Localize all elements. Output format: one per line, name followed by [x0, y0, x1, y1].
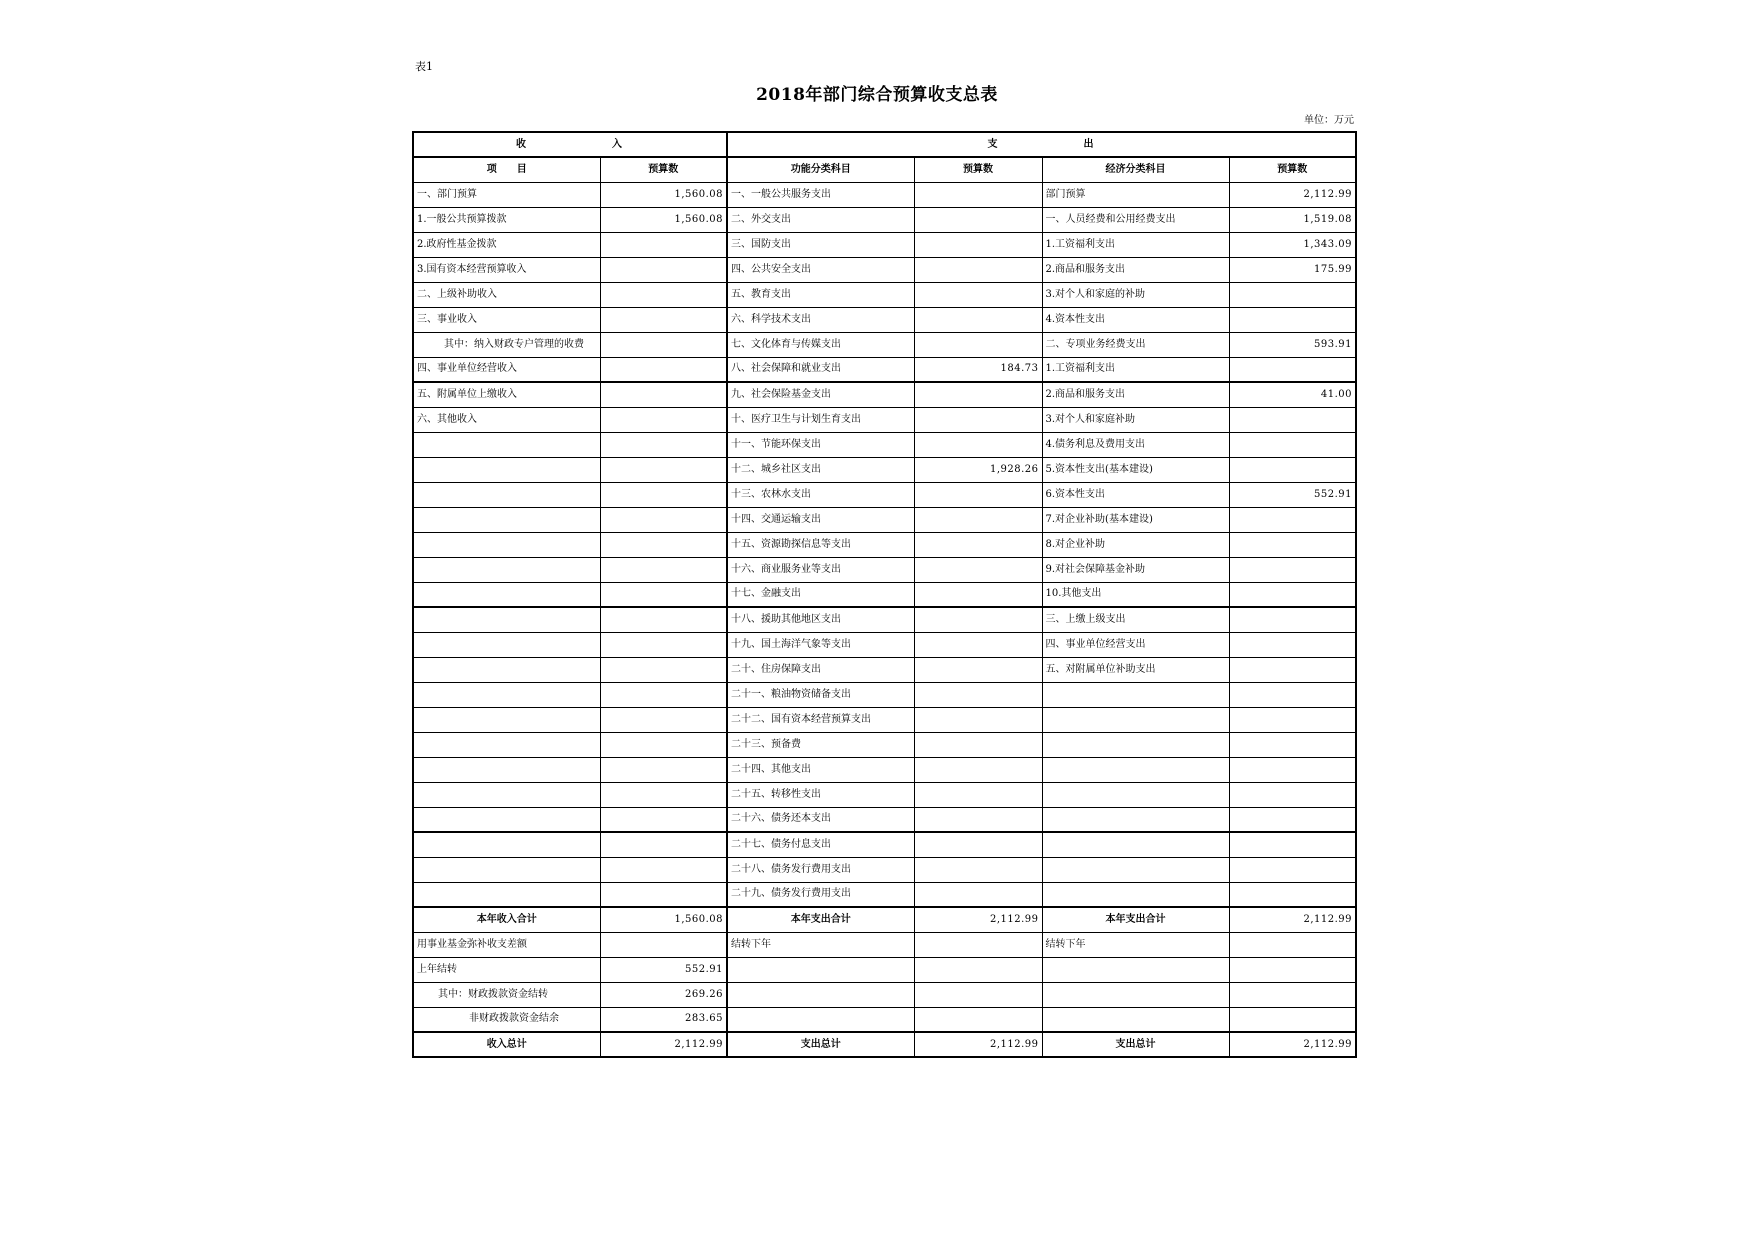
income-amount-cell [600, 782, 727, 807]
table-row [413, 182, 1356, 207]
func-item-cell: 八、社会保障和就业支出 [727, 357, 914, 382]
income-amount-cell [600, 507, 727, 532]
func-amount-cell [914, 257, 1042, 282]
econ-item-cell: 1.工资福利支出 [1042, 232, 1229, 257]
income-item-cell: 2.政府性基金拨款 [413, 232, 600, 257]
func-amount-cell [914, 507, 1042, 532]
income-total-amount: 1,560.08 [600, 907, 727, 932]
func-item-cell: 五、教育支出 [727, 282, 914, 307]
func-item-cell: 七、文化体育与传媒支出 [727, 332, 914, 357]
income-item-cell [413, 557, 600, 582]
econ-amount-cell [1229, 807, 1356, 832]
income-item-cell: 非财政拨款资金结余 [413, 1007, 600, 1032]
section-header-row [413, 132, 1356, 157]
func-amount-cell [914, 382, 1042, 407]
econ-amount-cell [1229, 457, 1356, 482]
table-row [413, 957, 1356, 982]
income-item-cell [413, 607, 600, 632]
econ-item-cell: 结转下年 [1042, 932, 1229, 957]
income-item-cell [413, 582, 600, 607]
income-amount-cell [600, 632, 727, 657]
econ-item-cell: 4.债务利息及费用支出 [1042, 432, 1229, 457]
func-amount-cell [914, 707, 1042, 732]
income-amount-header: 预算数 [600, 157, 727, 182]
econ-amount-cell [1229, 282, 1356, 307]
table-row [413, 707, 1356, 732]
func-item-cell: 二十二、国有资本经营预算支出 [727, 707, 914, 732]
econ-item-cell [1042, 832, 1229, 857]
income-amount-cell: 1,560.08 [600, 207, 727, 232]
econ-item-cell: 7.对企业补助(基本建设) [1042, 507, 1229, 532]
econ-amount-cell [1229, 782, 1356, 807]
func-amount-cell [914, 732, 1042, 757]
econ-amount-cell [1229, 557, 1356, 582]
func-amount-cell [914, 432, 1042, 457]
income-item-cell [413, 457, 600, 482]
table-row [413, 807, 1356, 832]
func-amount-cell [914, 182, 1042, 207]
econ-item-cell: 3.对个人和家庭补助 [1042, 407, 1229, 432]
econ-item-header: 经济分类科目 [1042, 157, 1229, 182]
func-total-label: 本年支出合计 [727, 907, 914, 932]
econ-item-cell: 四、事业单位经营支出 [1042, 632, 1229, 657]
func-item-cell: 二十、住房保障支出 [727, 657, 914, 682]
econ-item-cell: 1.工资福利支出 [1042, 357, 1229, 382]
econ-amount-cell [1229, 707, 1356, 732]
income-item-header: 项 目 [413, 157, 600, 182]
income-amount-cell [600, 832, 727, 857]
func-amount-cell [914, 482, 1042, 507]
income-amount-cell [600, 807, 727, 832]
table-number: 表1 [415, 60, 433, 73]
func-amount-cell [914, 332, 1042, 357]
income-amount-cell [600, 432, 727, 457]
func-item-cell: 十五、资源勘探信息等支出 [727, 532, 914, 557]
func-item-cell: 二十五、转移性支出 [727, 782, 914, 807]
table-row [413, 282, 1356, 307]
func-item-cell: 二十一、粮油物资储备支出 [727, 682, 914, 707]
func-amount-cell: 184.73 [914, 357, 1042, 382]
econ-item-cell: 8.对企业补助 [1042, 532, 1229, 557]
econ-item-cell [1042, 782, 1229, 807]
func-amount-cell [914, 1007, 1042, 1032]
econ-amount-cell [1229, 507, 1356, 532]
income-item-cell [413, 657, 600, 682]
income-amount-cell [600, 282, 727, 307]
income-item-cell: 上年结转 [413, 957, 600, 982]
func-item-cell: 三、国防支出 [727, 232, 914, 257]
func-item-cell: 结转下年 [727, 932, 914, 957]
income-amount-cell [600, 857, 727, 882]
econ-amount-cell [1229, 632, 1356, 657]
func-amount-cell [914, 782, 1042, 807]
econ-amount-cell [1229, 657, 1356, 682]
func-amount-cell [914, 857, 1042, 882]
econ-item-cell: 5.资本性支出(基本建设) [1042, 457, 1229, 482]
func-item-cell: 十、医疗卫生与计划生育支出 [727, 407, 914, 432]
table-row [413, 382, 1356, 407]
func-item-cell: 十八、援助其他地区支出 [727, 607, 914, 632]
table-row [413, 507, 1356, 532]
func-amount-cell [914, 532, 1042, 557]
table-row [413, 357, 1356, 382]
econ-item-cell: 3.对个人和家庭的补助 [1042, 282, 1229, 307]
func-item-cell: 二十七、债务付息支出 [727, 832, 914, 857]
page-title: 2018年部门综合预算收支总表 [756, 85, 998, 105]
income-item-cell [413, 632, 600, 657]
func-item-cell: 六、科学技术支出 [727, 307, 914, 332]
func-total-amount: 2,112.99 [914, 907, 1042, 932]
table-row [413, 832, 1356, 857]
func-item-cell: 十一、节能环保支出 [727, 432, 914, 457]
income-item-cell [413, 832, 600, 857]
table-row [413, 482, 1356, 507]
econ-amount-cell [1229, 932, 1356, 957]
income-item-cell [413, 732, 600, 757]
econ-amount-cell [1229, 432, 1356, 457]
income-amount-cell [600, 607, 727, 632]
func-item-cell: 十四、交通运输支出 [727, 507, 914, 532]
income-item-cell: 1.一般公共预算拨款 [413, 207, 600, 232]
table-row [413, 932, 1356, 957]
income-item-cell [413, 432, 600, 457]
econ-amount-cell [1229, 732, 1356, 757]
income-item-cell [413, 707, 600, 732]
func-amount-cell [914, 882, 1042, 907]
income-amount-cell [600, 332, 727, 357]
func-amount-cell [914, 407, 1042, 432]
income-total-label: 本年收入合计 [413, 907, 600, 932]
func-amount-cell: 1,928.26 [914, 457, 1042, 482]
income-item-cell: 二、上级补助收入 [413, 282, 600, 307]
expense-section-header: 支 出 [727, 132, 1356, 157]
func-amount-cell [914, 757, 1042, 782]
income-item-cell: 五、附属单位上缴收入 [413, 382, 600, 407]
econ-amount-cell [1229, 682, 1356, 707]
econ-amount-cell [1229, 757, 1356, 782]
econ-amount-cell: 593.91 [1229, 332, 1356, 357]
func-item-cell: 二十三、预备费 [727, 732, 914, 757]
func-item-cell: 十六、商业服务业等支出 [727, 557, 914, 582]
grand-total-row [413, 1032, 1356, 1057]
func-item-cell: 二、外交支出 [727, 207, 914, 232]
income-item-cell [413, 782, 600, 807]
func-item-cell: 十二、城乡社区支出 [727, 457, 914, 482]
income-amount-cell [600, 382, 727, 407]
income-total-amount: 2,112.99 [600, 1032, 727, 1057]
econ-item-cell [1042, 957, 1229, 982]
func-item-cell [727, 1007, 914, 1032]
income-amount-cell: 283.65 [600, 1007, 727, 1032]
func-total-label: 支出总计 [727, 1032, 914, 1057]
table-row [413, 232, 1356, 257]
econ-amount-cell [1229, 307, 1356, 332]
func-item-cell: 十三、农林水支出 [727, 482, 914, 507]
econ-total-amount: 2,112.99 [1229, 1032, 1356, 1057]
year-total-row [413, 907, 1356, 932]
econ-item-cell: 10.其他支出 [1042, 582, 1229, 607]
econ-total-label: 支出总计 [1042, 1032, 1229, 1057]
income-amount-cell: 1,560.08 [600, 182, 727, 207]
econ-item-cell: 6.资本性支出 [1042, 482, 1229, 507]
table-row [413, 657, 1356, 682]
income-amount-cell [600, 757, 727, 782]
table-row [413, 732, 1356, 757]
table-row [413, 207, 1356, 232]
func-item-cell: 一、一般公共服务支出 [727, 182, 914, 207]
income-item-cell: 一、部门预算 [413, 182, 600, 207]
econ-item-cell: 一、人员经费和公用经费支出 [1042, 207, 1229, 232]
table-row [413, 407, 1356, 432]
func-item-cell [727, 982, 914, 1007]
econ-total-label: 本年支出合计 [1042, 907, 1229, 932]
econ-amount-header: 预算数 [1229, 157, 1356, 182]
income-amount-cell [600, 882, 727, 907]
econ-item-cell: 二、专项业务经费支出 [1042, 332, 1229, 357]
func-amount-cell [914, 582, 1042, 607]
econ-amount-cell [1229, 582, 1356, 607]
table-row [413, 332, 1356, 357]
table-row [413, 682, 1356, 707]
func-item-cell: 二十四、其他支出 [727, 757, 914, 782]
income-amount-cell [600, 307, 727, 332]
table-row [413, 532, 1356, 557]
func-amount-cell [914, 557, 1042, 582]
econ-item-cell [1042, 682, 1229, 707]
econ-item-cell: 五、对附属单位补助支出 [1042, 657, 1229, 682]
income-item-cell [413, 482, 600, 507]
func-amount-cell [914, 832, 1042, 857]
econ-amount-cell: 175.99 [1229, 257, 1356, 282]
table-row [413, 432, 1356, 457]
income-item-cell: 其中：财政拨款资金结转 [413, 982, 600, 1007]
econ-amount-cell: 2,112.99 [1229, 182, 1356, 207]
econ-amount-cell [1229, 857, 1356, 882]
func-amount-cell [914, 282, 1042, 307]
table-row [413, 257, 1356, 282]
econ-amount-cell [1229, 1007, 1356, 1032]
income-item-cell: 四、事业单位经营收入 [413, 357, 600, 382]
income-amount-cell [600, 457, 727, 482]
table-row [413, 582, 1356, 607]
income-amount-cell [600, 732, 727, 757]
econ-item-cell: 2.商品和服务支出 [1042, 382, 1229, 407]
income-amount-cell [600, 557, 727, 582]
table-row [413, 632, 1356, 657]
econ-amount-cell [1229, 357, 1356, 382]
income-amount-cell [600, 932, 727, 957]
income-amount-cell [600, 582, 727, 607]
table-row [413, 857, 1356, 882]
income-item-cell [413, 507, 600, 532]
table-row [413, 757, 1356, 782]
income-item-cell [413, 857, 600, 882]
income-item-cell: 三、事业收入 [413, 307, 600, 332]
econ-amount-cell [1229, 957, 1356, 982]
econ-item-cell: 三、上缴上级支出 [1042, 607, 1229, 632]
econ-total-amount: 2,112.99 [1229, 907, 1356, 932]
income-item-cell [413, 757, 600, 782]
econ-item-cell [1042, 757, 1229, 782]
func-amount-cell [914, 607, 1042, 632]
table-row [413, 557, 1356, 582]
econ-item-cell [1042, 732, 1229, 757]
income-total-label: 收入总计 [413, 1032, 600, 1057]
income-amount-cell [600, 407, 727, 432]
econ-amount-cell [1229, 882, 1356, 907]
econ-amount-cell: 552.91 [1229, 482, 1356, 507]
income-amount-cell [600, 482, 727, 507]
econ-amount-cell [1229, 532, 1356, 557]
func-amount-cell [914, 807, 1042, 832]
income-item-cell: 六、其他收入 [413, 407, 600, 432]
budget-summary-table [412, 131, 1357, 1058]
econ-amount-cell: 1,343.09 [1229, 232, 1356, 257]
table-row [413, 782, 1356, 807]
income-amount-cell [600, 357, 727, 382]
func-amount-header: 预算数 [914, 157, 1042, 182]
func-item-cell: 二十八、债务发行费用支出 [727, 857, 914, 882]
econ-amount-cell: 41.00 [1229, 382, 1356, 407]
econ-amount-cell [1229, 407, 1356, 432]
econ-item-cell: 部门预算 [1042, 182, 1229, 207]
income-amount-cell [600, 257, 727, 282]
table-row [413, 982, 1356, 1007]
func-item-cell [727, 957, 914, 982]
econ-amount-cell [1229, 832, 1356, 857]
econ-item-cell [1042, 882, 1229, 907]
table-row [413, 607, 1356, 632]
func-item-header: 功能分类科目 [727, 157, 914, 182]
econ-item-cell: 2.商品和服务支出 [1042, 257, 1229, 282]
func-item-cell: 十九、国土海洋气象等支出 [727, 632, 914, 657]
econ-item-cell [1042, 857, 1229, 882]
func-total-amount: 2,112.99 [914, 1032, 1042, 1057]
econ-item-cell [1042, 707, 1229, 732]
income-amount-cell [600, 232, 727, 257]
table-row [413, 457, 1356, 482]
func-amount-cell [914, 682, 1042, 707]
income-item-cell [413, 882, 600, 907]
unit-label: 单位：万元 [1304, 115, 1354, 126]
econ-item-cell [1042, 1007, 1229, 1032]
income-amount-cell [600, 682, 727, 707]
income-amount-cell: 552.91 [600, 957, 727, 982]
income-amount-cell [600, 657, 727, 682]
econ-item-cell: 4.资本性支出 [1042, 307, 1229, 332]
func-item-cell: 二十九、债务发行费用支出 [727, 882, 914, 907]
func-item-cell: 十七、金融支出 [727, 582, 914, 607]
func-amount-cell [914, 307, 1042, 332]
income-amount-cell: 269.26 [600, 982, 727, 1007]
func-item-cell: 九、社会保险基金支出 [727, 382, 914, 407]
income-item-cell: 用事业基金弥补收支差额 [413, 932, 600, 957]
table-row [413, 882, 1356, 907]
income-item-cell [413, 682, 600, 707]
econ-amount-cell [1229, 982, 1356, 1007]
table-row [413, 307, 1356, 332]
func-item-cell: 四、公共安全支出 [727, 257, 914, 282]
income-amount-cell [600, 532, 727, 557]
econ-item-cell: 9.对社会保障基金补助 [1042, 557, 1229, 582]
income-item-cell: 其中：纳入财政专户管理的收费 [413, 332, 600, 357]
econ-item-cell [1042, 807, 1229, 832]
func-amount-cell [914, 657, 1042, 682]
func-amount-cell [914, 632, 1042, 657]
func-amount-cell [914, 982, 1042, 1007]
econ-amount-cell: 1,519.08 [1229, 207, 1356, 232]
income-amount-cell [600, 707, 727, 732]
column-header-row [413, 157, 1356, 182]
econ-amount-cell [1229, 607, 1356, 632]
table-row [413, 1007, 1356, 1032]
income-section-header: 收 入 [413, 132, 727, 157]
func-amount-cell [914, 957, 1042, 982]
income-item-cell: 3.国有资本经营预算收入 [413, 257, 600, 282]
func-item-cell: 二十六、债务还本支出 [727, 807, 914, 832]
income-item-cell [413, 532, 600, 557]
income-item-cell [413, 807, 600, 832]
func-amount-cell [914, 932, 1042, 957]
econ-item-cell [1042, 982, 1229, 1007]
func-amount-cell [914, 232, 1042, 257]
func-amount-cell [914, 207, 1042, 232]
